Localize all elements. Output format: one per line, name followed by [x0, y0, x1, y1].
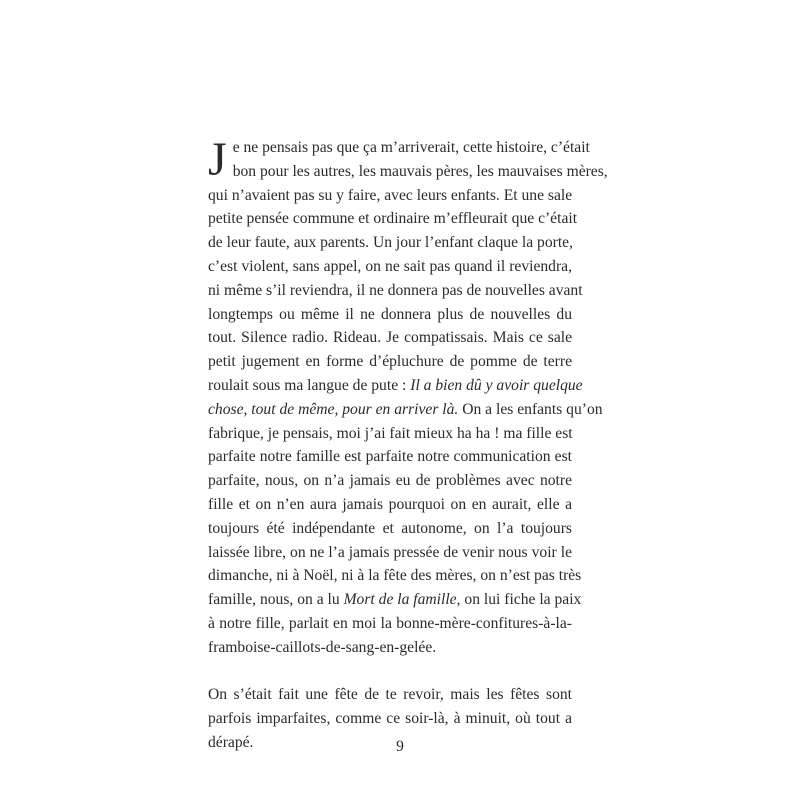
text-line: à notre fille, parlait en moi la bonne-mère-confitures-à-la-	[208, 614, 572, 632]
page-number: 9	[396, 738, 404, 755]
paragraph-gap	[208, 660, 572, 684]
text-line: toujours été indépendante et autonome, on l’a toujours	[208, 519, 572, 537]
text-line: qui n’avaient pas su y faire, avec leurs enfants. Et une sale	[208, 186, 573, 204]
text-fragment: On a les enfants qu’on	[458, 400, 603, 418]
text-line: fille et on n’en aura jamais pourquoi on en aurait, elle a	[208, 495, 572, 513]
text-line: dérapé.	[208, 733, 254, 751]
text-line: framboise-caillots-de-sang-en-gelée.	[208, 638, 437, 656]
italic-quote: chose, tout de même, pour en arriver là.	[208, 400, 459, 418]
text-line: longtemps ou même il ne donnera plus de nouvelles du	[208, 305, 572, 323]
text-line: On s’était fait une fête de te revoir, mais les fêtes sont	[208, 686, 572, 704]
text-line: parfois imparfaites, comme ce soir-là, à minuit, où tout a	[208, 710, 572, 728]
body-text	[208, 133, 608, 755]
text-line: parfaite, nous, on n’a jamais eu de problèmes avec notre	[208, 472, 572, 490]
text-fragment: roulait sous ma langue de pute :	[208, 376, 411, 394]
text-fragment: famille, nous, on a lu	[208, 591, 344, 609]
text-line: e ne pensais pas que ça m’arriverait, cette histoire, c’était	[232, 139, 590, 156]
text-line: bon pour les autres, les mauvais pères, les mauvaises mères,	[232, 162, 608, 180]
paragraph-1	[208, 133, 608, 660]
italic-quote: Il a bien dû y avoir quelque	[410, 376, 583, 394]
text-line	[208, 398, 603, 422]
text-line: petit jugement en forme d’épluchure de pomme de terre	[208, 353, 572, 371]
text-line	[208, 374, 583, 398]
text-line: c’est violent, sans appel, on ne sait pas quand il reviendra,	[208, 257, 572, 275]
text-line: fabrique, je pensais, moi j’ai fait mieux ha ha ! ma fille est	[208, 424, 573, 442]
drop-cap: J	[208, 133, 227, 186]
text-line: de leur faute, aux parents. Un jour l’enfant claque la porte,	[208, 234, 573, 252]
text-line	[208, 588, 582, 612]
text-line: ni même s’il reviendra, il ne donnera pas de nouvelles avant	[208, 281, 583, 299]
text-line: parfaite notre famille est parfaite notre communication est	[208, 448, 572, 466]
text-line: petite pensée commune et ordinaire m’effleurait que c’était	[208, 210, 578, 228]
italic-title: Mort de la famille	[343, 591, 457, 609]
text-line: dimanche, ni à Noël, ni à la fête des mères, on n’est pas très	[208, 567, 582, 585]
text-fragment: , on lui fiche la paix	[456, 591, 582, 609]
text-line: laissée libre, on ne l’a jamais pressée de venir nous voir le	[208, 543, 572, 561]
text-line: tout. Silence radio. Rideau. Je compatissais. Mais ce sale	[208, 329, 572, 347]
